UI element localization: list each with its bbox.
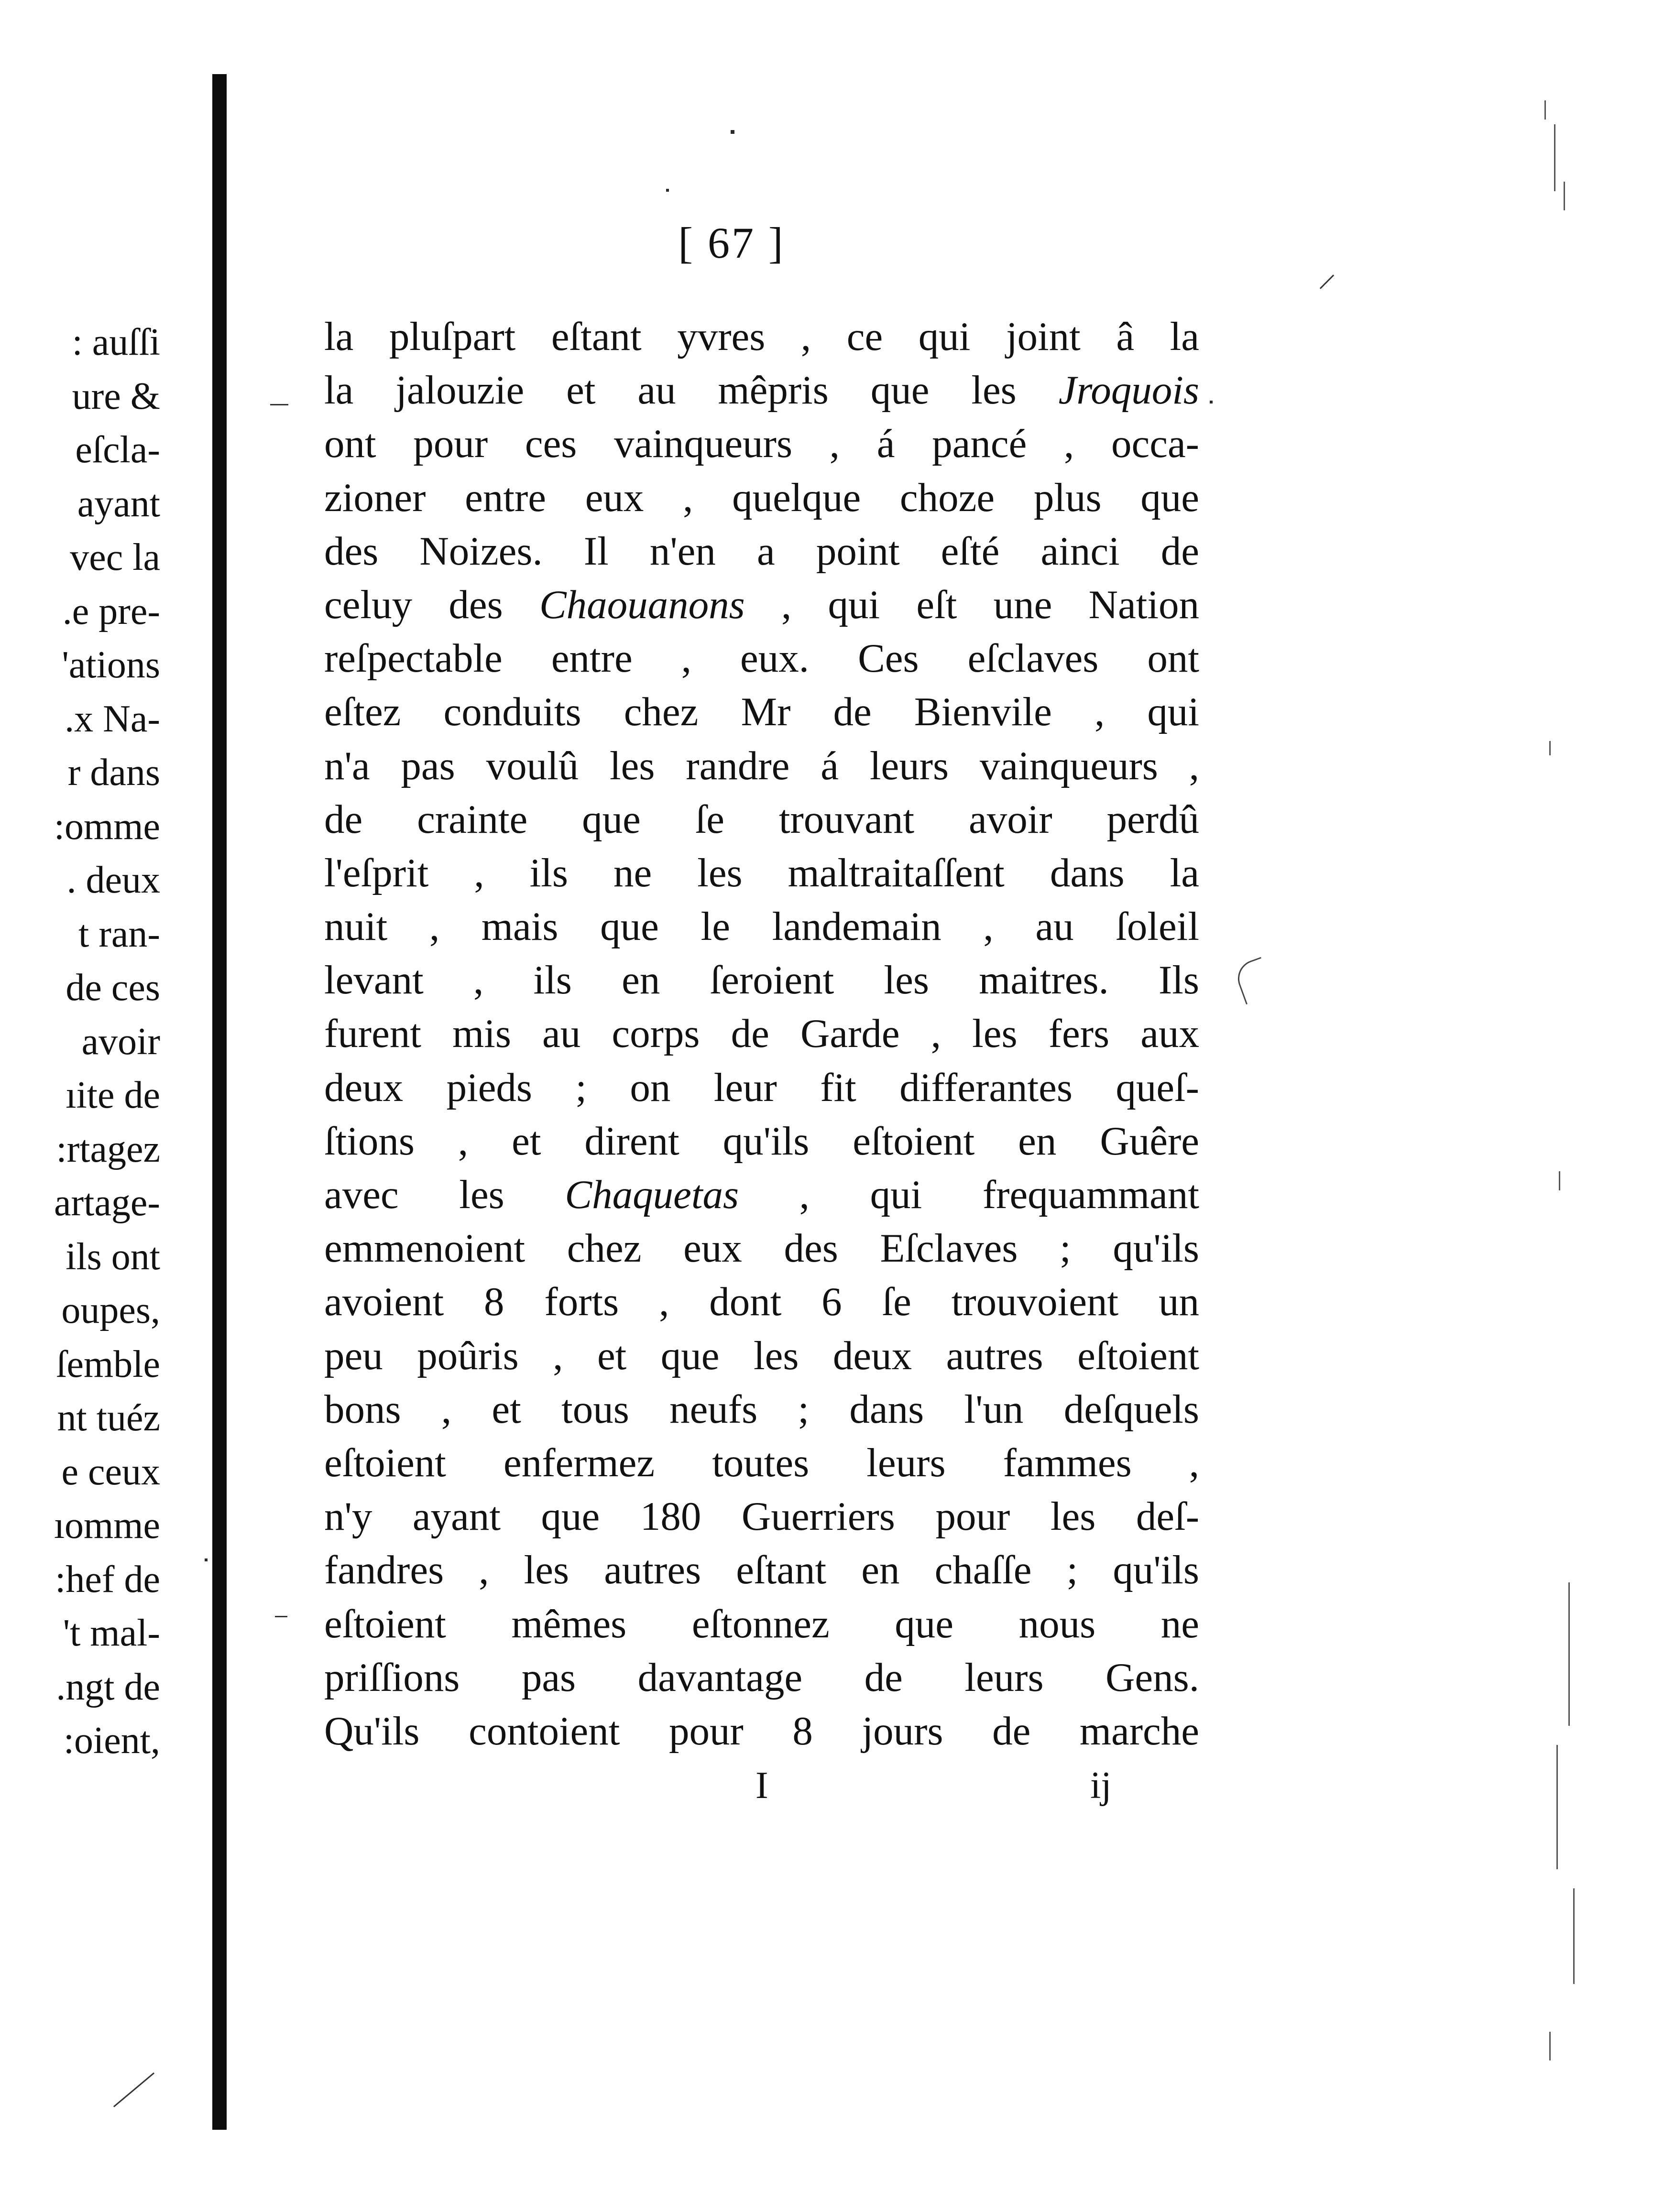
fragment-line: artage- — [54, 1182, 160, 1224]
line-text: l'eſprit , ils ne les maltraitaſſent dans la — [324, 850, 1199, 895]
body-line — [324, 793, 1199, 846]
line-text: n'a pas voulû les randre á leurs vainqueurs , — [324, 743, 1199, 788]
fragment-line: :rtagez — [56, 1128, 160, 1170]
body-line — [324, 1597, 1199, 1651]
fragment-line: ıite de — [66, 1074, 160, 1116]
body-line — [324, 900, 1199, 953]
line-text: ont pour ces vainqueurs , á pancé , occa- — [324, 421, 1199, 467]
fragment-line: eſcla- — [75, 429, 160, 471]
line-text: ſtions , et dirent qu'ils eſtoient en Guêre — [324, 1118, 1199, 1164]
fragment-line: avoir — [81, 1020, 160, 1063]
body-line — [324, 1114, 1199, 1168]
body-line — [324, 1543, 1199, 1597]
line-text: reſpectable entre , eux. Ces eſclaves ont — [324, 636, 1199, 681]
line-text: bons , et tous neufs ; dans l'un deſquels — [324, 1386, 1199, 1432]
body-line — [324, 1221, 1199, 1275]
fragment-line: :hef de — [55, 1558, 160, 1601]
body-line — [324, 363, 1199, 417]
speck — [205, 1558, 208, 1561]
fragment-line: :omme — [54, 805, 160, 848]
line-text: celuy des — [324, 582, 539, 627]
fragment-line: vec la — [70, 536, 160, 578]
scan-edge-noise — [1535, 72, 1592, 2080]
line-text: nuit , mais que le landemain , au ſoleil — [324, 904, 1199, 949]
line-text: priſſions pas davantage de leurs Gens. — [324, 1655, 1199, 1700]
line-text: Qu'ils contoient pour 8 jours de marche — [324, 1708, 1199, 1754]
body-line — [324, 1651, 1199, 1704]
italic-name: Chaquetas — [565, 1172, 739, 1217]
fragment-line: 't mal- — [63, 1612, 160, 1654]
speck — [666, 189, 669, 192]
line-text: furent mis au corps de Garde , les fers aux — [324, 1011, 1199, 1057]
body-line — [324, 739, 1199, 793]
fragment-line: ayant — [77, 482, 160, 525]
margin-tick-mark — [1320, 274, 1334, 289]
line-text: la pluſpart eſtant yvres , ce qui joint â la — [324, 314, 1199, 359]
line-text: levant , ils en ſeroient les maitres. Ils — [324, 958, 1199, 1003]
body-line — [324, 471, 1199, 524]
fragment-line: nt tuéz — [57, 1397, 160, 1439]
body-text — [324, 310, 1199, 1758]
binding-rule — [212, 74, 227, 2130]
body-line — [324, 1275, 1199, 1329]
signature-mark-right: ij — [1090, 1765, 1112, 1807]
line-text: eſtez conduits chez Mr de Bienvile , qui — [324, 689, 1199, 735]
fragment-line: 'ations — [62, 644, 160, 686]
fragment-line: oupes, — [61, 1289, 160, 1331]
speck — [1210, 401, 1213, 403]
line-text: deux pieds ; on leur fit differantes queſ- — [324, 1065, 1199, 1110]
fragment-line: .x Na- — [65, 697, 160, 740]
signature-mark-left: I — [755, 1765, 768, 1807]
line-text: peu poûris , et que les deux autres eſtoient — [324, 1333, 1199, 1378]
line-text: emmenoient chez eux des Eſclaves ; qu'ils — [324, 1226, 1199, 1271]
fragment-line: ıomme — [54, 1504, 160, 1547]
speck — [731, 130, 734, 134]
line-text: eſtoient mêmes eſtonnez que nous ne — [324, 1601, 1199, 1646]
previous-page-fragment — [0, 316, 160, 1768]
fragment-line: : auſſi — [72, 321, 160, 363]
body-line — [324, 685, 1199, 739]
body-line — [324, 1007, 1199, 1060]
fragment-line: de ces — [66, 967, 160, 1009]
line-text: de crainte que ſe trouvant avoir perdû — [324, 796, 1199, 842]
fragment-line: ure & — [72, 375, 160, 417]
line-text: la jalouzie et au mêpris que les — [324, 368, 1059, 413]
body-line — [324, 846, 1199, 900]
line-text: fandres , les autres eſtant en chaſſe ; qu'ils — [324, 1547, 1199, 1593]
fragment-line: .e pre- — [62, 590, 160, 632]
line-text: zioner entre eux , quelque choze plus que — [324, 475, 1199, 520]
body-line — [324, 1061, 1199, 1114]
body-line — [324, 578, 1199, 632]
italic-name: Jroquois — [1058, 368, 1199, 413]
body-line — [324, 1436, 1199, 1490]
fragment-line: . deux — [66, 859, 160, 901]
body-line — [324, 417, 1199, 470]
margin-dash-mark — [270, 404, 288, 405]
body-line — [324, 953, 1199, 1007]
fragment-line: .ngt de — [56, 1666, 160, 1708]
line-text: eſtoient enfermez toutes leurs fammes , — [324, 1440, 1199, 1485]
body-line — [324, 1329, 1199, 1383]
page-number-header: [ 67 ] — [678, 218, 785, 267]
line-text: n'y ayant que 180 Guerriers pour les deſ- — [324, 1494, 1199, 1539]
body-line — [324, 1168, 1199, 1221]
fragment-line: e ceux — [61, 1450, 160, 1493]
margin-curve-mark — [1233, 957, 1275, 1005]
body-line — [324, 632, 1199, 685]
fragment-line: r dans — [67, 752, 160, 794]
fragment-line: t ran- — [78, 913, 160, 955]
fragment-line: ſemble — [56, 1343, 160, 1385]
body-line — [324, 310, 1199, 363]
line-text: avoient 8 forts , dont 6 ſe trouvoient un — [324, 1279, 1199, 1325]
body-line — [324, 524, 1199, 578]
margin-slash-mark — [113, 2072, 154, 2107]
line-text: , qui eſt une Nation — [744, 582, 1199, 627]
body-line — [324, 1704, 1199, 1758]
line-text: , qui frequammant — [739, 1172, 1199, 1217]
fragment-line: ils ont — [66, 1235, 160, 1278]
line-text: avec les — [324, 1172, 565, 1217]
body-line — [324, 1490, 1199, 1543]
fragment-line: :oient, — [63, 1720, 160, 1762]
line-text: des Noizes. Il n'en a point eſté ainci de — [324, 528, 1199, 574]
margin-dash-mark — [275, 1616, 287, 1617]
body-line — [324, 1383, 1199, 1436]
italic-name: Chaouanons — [539, 582, 745, 627]
